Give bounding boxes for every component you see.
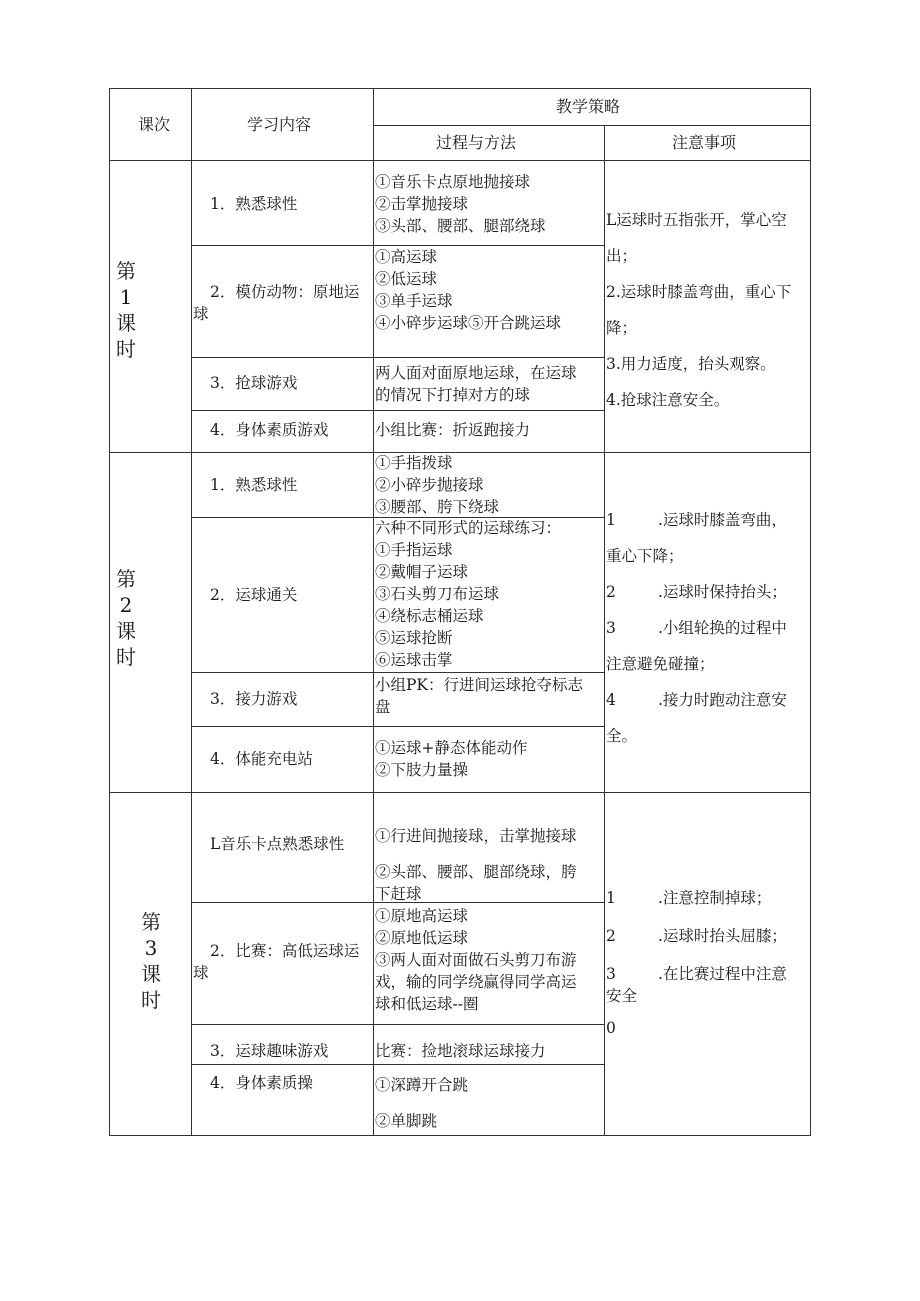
method-line: ①手指运球 [375, 541, 453, 559]
method-line: ②小碎步抛接球 [375, 476, 484, 494]
row-line [191, 1064, 604, 1065]
lesson-3-notes [606, 879, 810, 1039]
note-line [606, 963, 810, 985]
lesson-3-content-4: 4．身体素质操 [210, 1074, 313, 1092]
lesson-1-content-1: 1．熟悉球性 [210, 195, 298, 213]
row-line [191, 726, 604, 727]
lesson-3-content-2: 2．比赛：高低运球运 [210, 942, 360, 960]
row-line [191, 410, 604, 411]
note-line: 出； [606, 247, 638, 265]
note-line: 降； [606, 319, 638, 337]
lesson-label-char: 课 [116, 619, 136, 643]
note-line [606, 610, 810, 646]
table-border-right [810, 88, 811, 1135]
lesson-label-char: 2 [119, 593, 133, 617]
header-notes: 注意事项 [672, 133, 737, 152]
note-line [606, 502, 810, 538]
method-line: 盘 [375, 698, 391, 716]
header-strategy: 教学策略 [556, 97, 621, 116]
lesson-1-content-3: 3．抢球游戏 [210, 374, 298, 392]
lesson-2-method-3 [375, 674, 583, 718]
note-text: .运球时保持抬头； [658, 583, 787, 601]
lesson-1-method-2 [375, 246, 561, 334]
note-number: 0 [606, 1019, 616, 1037]
note-line [606, 646, 810, 682]
lesson-label-char: 第 [116, 259, 136, 283]
method-line: ③单手运球 [375, 292, 453, 310]
note-text: 安全 [606, 987, 638, 1005]
lesson-3-method-2 [375, 905, 577, 1015]
method-line: ②单脚跳 [375, 1112, 438, 1130]
lesson-label-char: 课 [116, 311, 136, 335]
note-line [606, 574, 810, 610]
lesson-3-content-3: 3．运球趣味游戏 [210, 1042, 329, 1060]
lesson-3-method-1 [375, 825, 577, 905]
method-line: ③头部、腰部、腿部绕球 [375, 217, 546, 235]
method-line: ①高运球 [375, 248, 438, 266]
method-line: ③腰部、胯下绕球 [375, 498, 500, 516]
lesson-3-label [131, 909, 171, 1013]
method-line: ③石头剪刀布运球 [375, 585, 500, 603]
header-content: 学习内容 [247, 115, 312, 134]
note-text: 全。 [606, 727, 638, 745]
lesson-2-content-2: 2．运球通关 [210, 586, 298, 604]
lesson-1-notes [606, 202, 791, 418]
header-lesson: 课次 [138, 115, 171, 134]
method-line: 球和低运球--圈 [375, 995, 479, 1013]
lesson-3-method-3: 比赛：捡地滚球运球接力 [375, 1042, 546, 1060]
note-text: .运球时膝盖弯曲， [658, 511, 787, 529]
note-text: .小组轮换的过程中 [658, 619, 787, 637]
method-line: ②击掌抛接球 [375, 195, 469, 213]
note-line [606, 718, 810, 754]
lesson-3-content-1: L音乐卡点熟悉球性 [210, 835, 345, 853]
method-line: 六种不同形式的运球练习： [375, 519, 562, 537]
table-border-top [109, 88, 811, 89]
row-line [191, 672, 604, 673]
note-text: .注意控制掉球； [658, 889, 772, 907]
method-line: ⑥运球击掌 [375, 651, 453, 669]
table-border-bottom [109, 1135, 811, 1136]
note-number: 2 [606, 927, 616, 945]
method-line: 两人面对面原地运球，在运球 [375, 364, 577, 382]
lesson-1-content-4: 4．身体素质游戏 [210, 421, 329, 439]
method-line: 下赶球 [375, 885, 422, 903]
lesson-2-label [106, 566, 146, 670]
note-text: .运球时抬头屈膝； [658, 927, 787, 945]
note-line [606, 682, 810, 718]
method-line: ①行进间抛接球，击掌抛接球 [375, 827, 577, 845]
note-line: 2.运球时膝盖弯曲，重心下 [606, 283, 792, 301]
method-line: 小组PK：行进间运球抢夺标志 [375, 676, 584, 694]
lesson-1-label [106, 258, 146, 362]
col-divider-3 [604, 125, 605, 1135]
method-line: ②戴帽子运球 [375, 563, 469, 581]
note-number: 1 [606, 889, 616, 907]
note-line: 4.抢球注意安全。 [606, 391, 730, 409]
lesson-1-method-1 [375, 171, 546, 237]
lesson-label-char: 第 [141, 910, 161, 934]
note-line: L运球时五指张开，掌心空 [606, 211, 787, 229]
lesson-label-char: 时 [116, 645, 136, 669]
note-text: .接力时跑动注意安 [658, 691, 787, 709]
note-line: 3.用力适度，抬头观察。 [606, 355, 776, 373]
lesson-3-content-2-cont: 球 [193, 964, 209, 982]
lesson-2-method-2 [375, 517, 561, 671]
method-line: ②低运球 [375, 270, 438, 288]
lesson-1-method-4: 小组比赛：折返跑接力 [375, 421, 531, 439]
row-line [191, 357, 604, 358]
method-line: ①运球+静态体能动作 [375, 739, 528, 757]
note-text: .在比赛过程中注意 [658, 965, 787, 983]
method-line: 戏，输的同学绕赢得同学高运 [375, 973, 577, 991]
note-number: 2 [606, 583, 616, 601]
lesson-1-method-3 [375, 362, 577, 406]
lesson-1-content-2-cont: 球 [193, 305, 209, 323]
lesson-label-char: 3 [144, 936, 158, 960]
note-text: 注意避免碰撞； [606, 655, 715, 673]
lesson-2-method-4 [375, 737, 528, 781]
lesson-label-char: 第 [116, 567, 136, 591]
method-line: ⑤运球抢断 [375, 629, 453, 647]
note-number: 3 [606, 965, 616, 983]
method-line: ①原地高运球 [375, 907, 469, 925]
header-method: 过程与方法 [436, 133, 517, 152]
note-text: 重心下降； [606, 547, 684, 565]
lesson-2-method-1 [375, 452, 499, 518]
note-line [606, 1017, 810, 1039]
lesson-2-notes [606, 502, 810, 754]
lesson-3-method-4 [375, 1074, 468, 1132]
lesson-2-content-4: 4．体能充电站 [210, 750, 313, 768]
note-number: 3 [606, 619, 616, 637]
method-line: ②原地低运球 [375, 929, 469, 947]
header-subline [373, 125, 810, 126]
method-line: ④绕标志桶运球 [375, 607, 484, 625]
row-line [191, 1024, 604, 1025]
method-line: ①深蹲开合跳 [375, 1076, 469, 1094]
lesson-label-char: 课 [141, 962, 161, 986]
method-line: ②头部、腰部、腿部绕球，胯 [375, 863, 577, 881]
method-line: ①手指拨球 [375, 454, 453, 472]
lesson-label-char: 时 [141, 988, 161, 1012]
lesson-1-content-2: 2．模仿动物：原地运 [210, 283, 360, 301]
lesson-2-content-3: 3．接力游戏 [210, 690, 298, 708]
note-line [606, 879, 810, 917]
lesson-2-bottom [109, 792, 811, 793]
note-line [606, 985, 810, 1007]
method-line: 的情况下打掉对方的球 [375, 386, 531, 404]
lesson-label-char: 时 [116, 337, 136, 361]
header-bottom [109, 160, 811, 161]
note-line [606, 538, 810, 574]
method-line: ③两人面对面做石头剪刀布游 [375, 951, 577, 969]
method-line: ②下肢力量操 [375, 761, 469, 779]
method-line: ①音乐卡点原地抛接球 [375, 173, 531, 191]
method-line: ④小碎步运球⑤开合跳运球 [375, 314, 562, 332]
lesson-label-char: 1 [119, 285, 133, 309]
lesson-2-content-1: 1．熟悉球性 [210, 476, 298, 494]
note-number: 4 [606, 691, 616, 709]
note-line [606, 917, 810, 955]
note-number: 1 [606, 511, 616, 529]
